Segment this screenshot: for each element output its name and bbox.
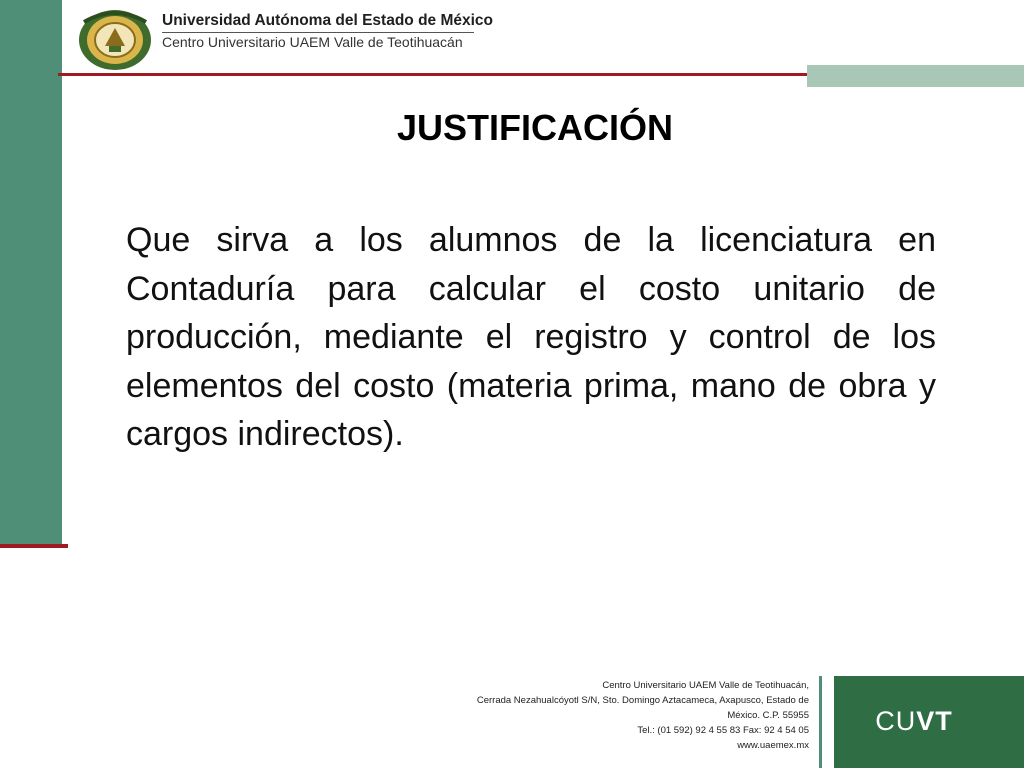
header-green-accent	[807, 65, 1024, 87]
slide-title: JUSTIFICACIÓN	[396, 107, 673, 148]
university-name: Universidad Autónoma del Estado de México	[162, 12, 494, 29]
center-name: Centro Universitario UAEM Valle de Teotihuacán	[162, 34, 463, 50]
cuvt-bold: VT	[916, 706, 953, 736]
header-underline	[162, 32, 474, 33]
left-red-rule	[0, 544, 68, 548]
footer-line: Tel.: (01 592) 92 4 55 83 Fax: 92 4 54 05	[637, 725, 809, 736]
footer-line: México. C.P. 55955	[727, 710, 809, 721]
left-green-bar	[0, 0, 62, 544]
footer-line: www.uaemex.mx	[737, 740, 809, 751]
footer-divider	[819, 676, 822, 768]
cuvt-badge	[834, 676, 1024, 768]
uaem-shield-icon	[76, 4, 154, 72]
footer-line: Centro Universitario UAEM Valle de Teotihuacán,	[602, 680, 809, 691]
cuvt-light: CU	[875, 706, 917, 736]
slide-body-text: Que sirva a los alumnos de la licenciatura en Contaduría para calcular el costo unitario de producción, mediante el registro y control de los elementos del costo (materia prima, mano de obra y cargos indirectos).	[126, 221, 936, 453]
footer-address	[449, 678, 809, 753]
footer-line: Cerrada Nezahualcóyotl S/N, Sto. Domingo Aztacameca, Axapusco, Estado de	[476, 695, 809, 706]
cuvt-label	[834, 706, 994, 737]
